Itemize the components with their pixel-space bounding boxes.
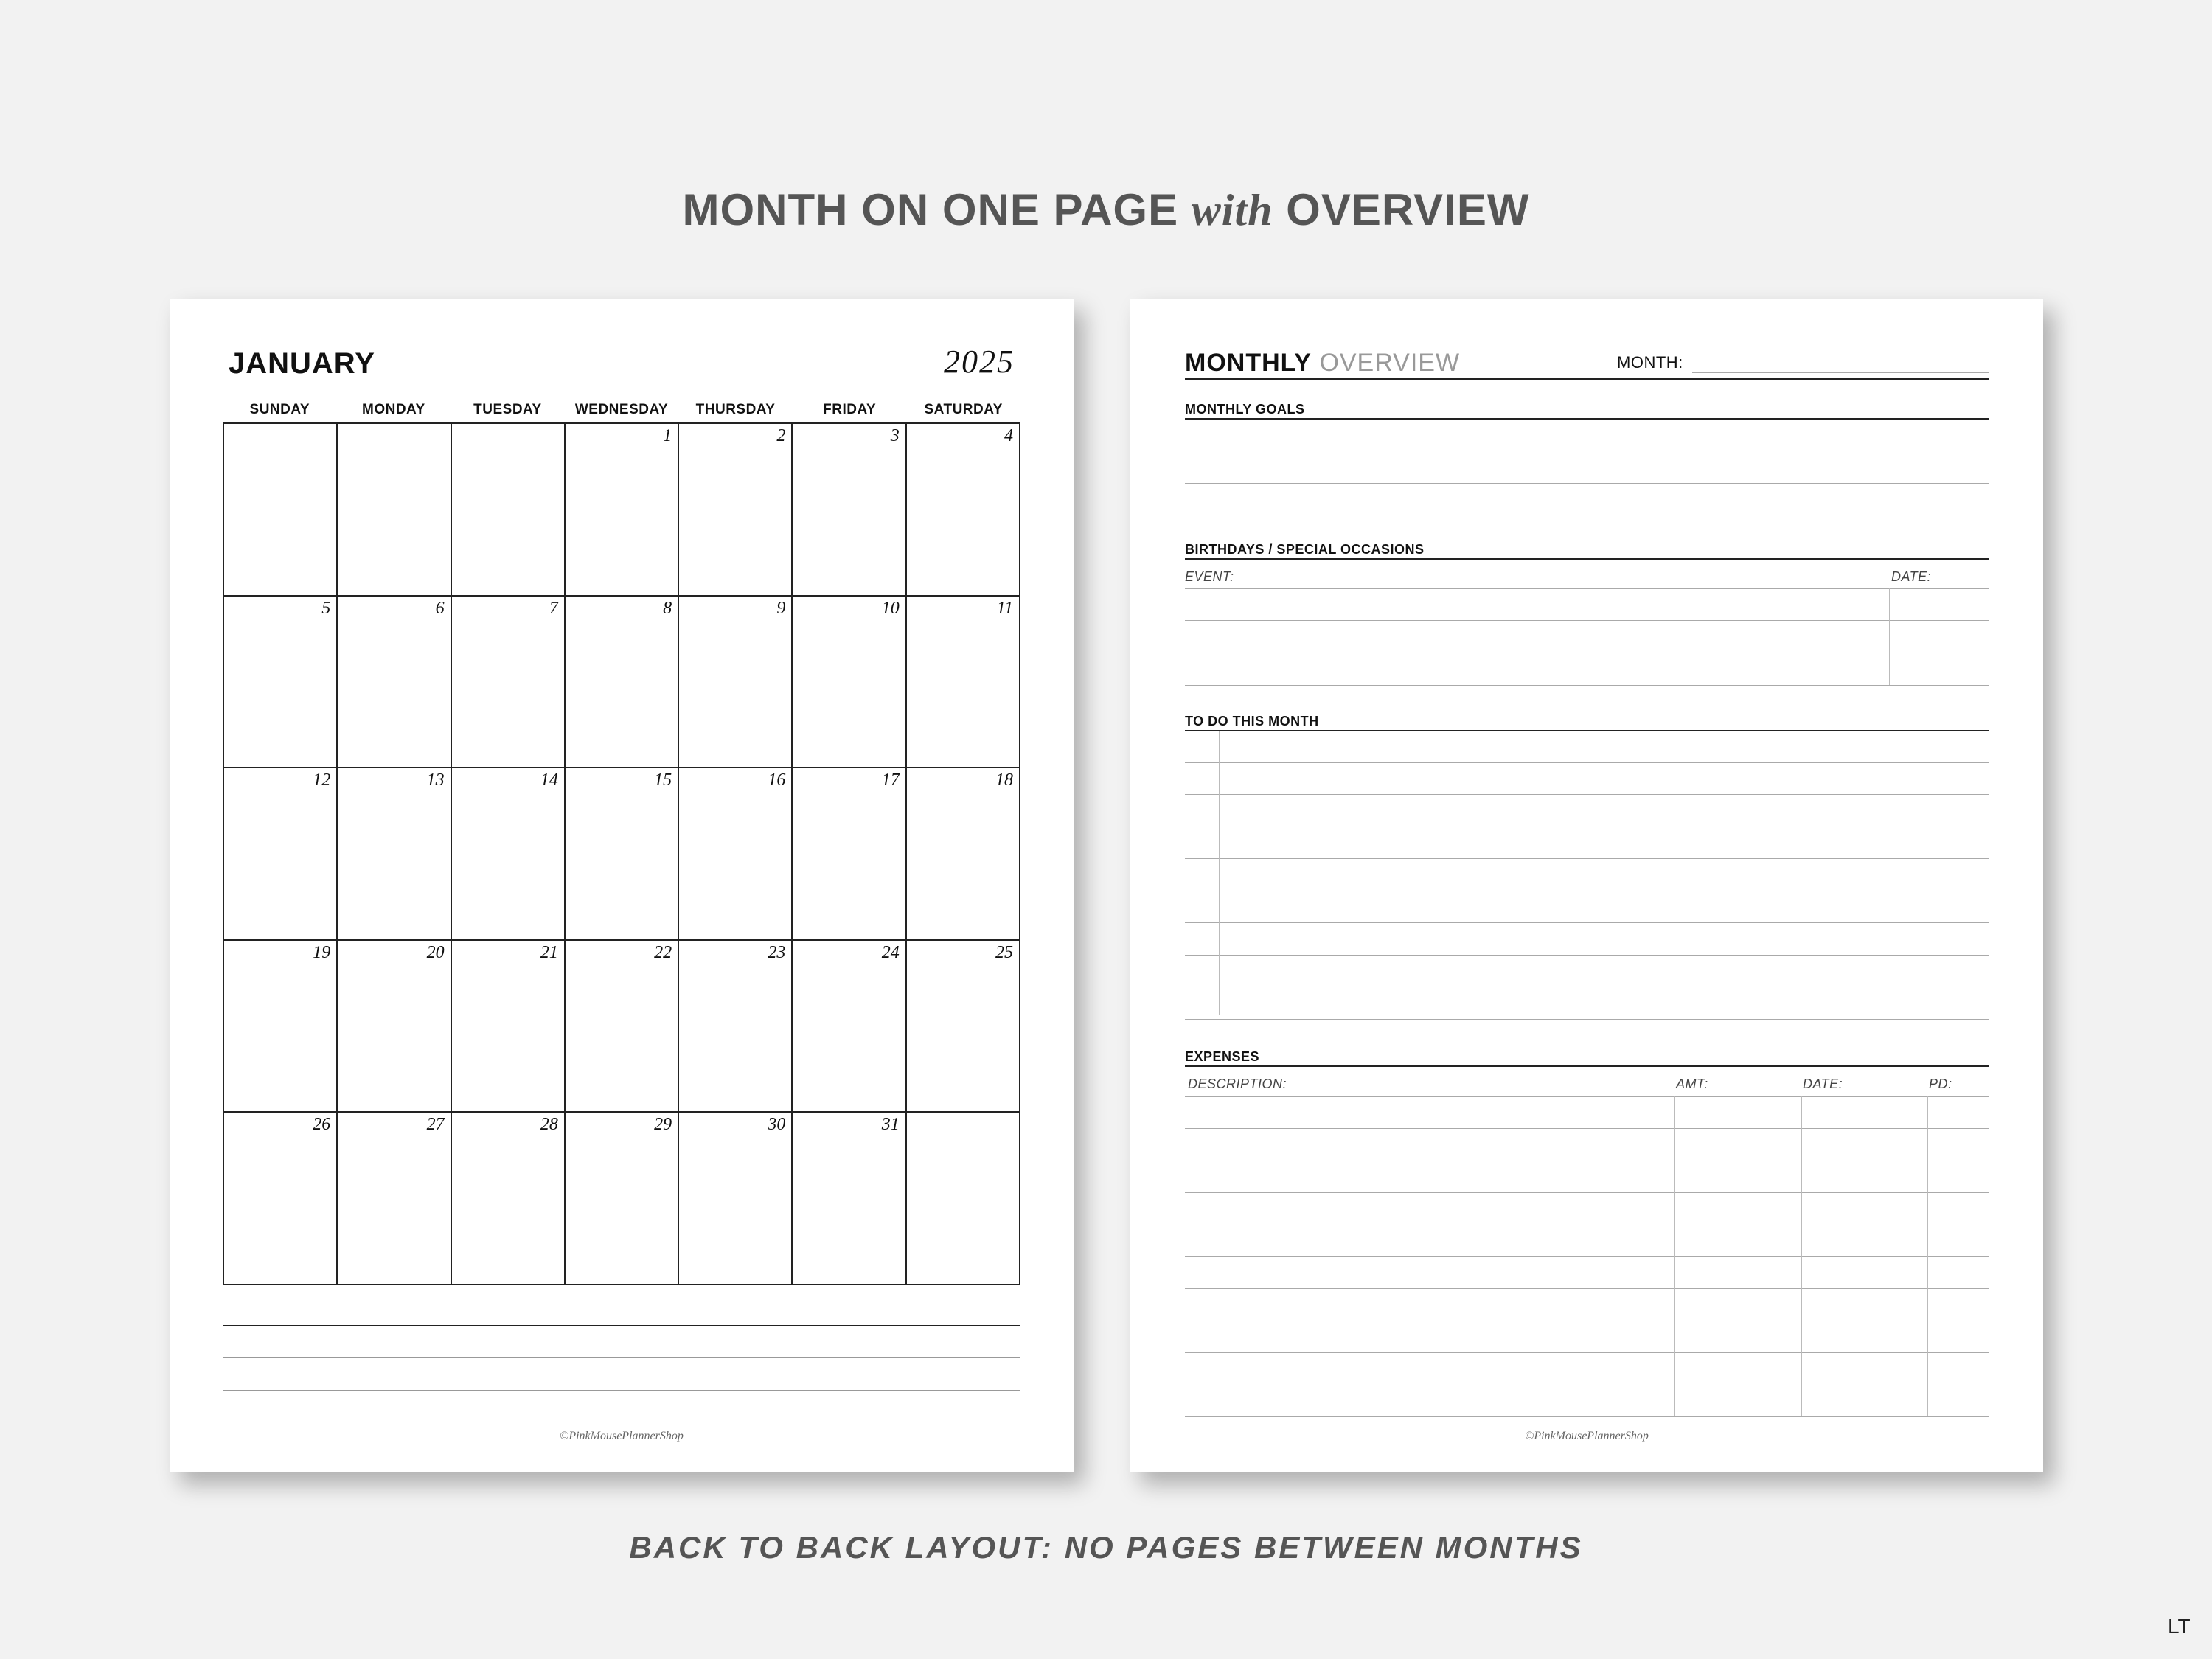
day-number: 23	[768, 942, 786, 962]
day-cell[interactable]	[679, 597, 793, 769]
expense-line[interactable]	[1185, 1288, 1989, 1289]
day-number: 11	[996, 598, 1013, 618]
weekday-label: SATURDAY	[924, 402, 1003, 417]
day-number: 25	[995, 942, 1013, 962]
day-cell[interactable]	[907, 941, 1020, 1113]
goals-line[interactable]	[1185, 483, 1989, 484]
day-number: 18	[995, 771, 1013, 790]
day-cell[interactable]	[338, 424, 451, 597]
headline	[0, 184, 2212, 236]
overview-title	[1185, 349, 1460, 378]
day-number: 26	[313, 1115, 331, 1135]
day-number: 17	[881, 771, 900, 790]
day-cell[interactable]	[224, 768, 338, 941]
day-cell[interactable]	[452, 424, 566, 597]
event-line[interactable]	[1185, 588, 1989, 589]
day-cell[interactable]	[679, 424, 793, 597]
weekday-label: THURSDAY	[695, 402, 776, 417]
day-cell[interactable]	[566, 941, 679, 1113]
day-cell[interactable]	[566, 1113, 679, 1285]
notes-line	[223, 1325, 1020, 1326]
day-cell[interactable]	[566, 424, 679, 597]
day-number: 7	[549, 598, 558, 618]
day-number: 15	[654, 771, 672, 790]
overview-title-light: OVERVIEW	[1319, 349, 1461, 377]
day-cell[interactable]	[338, 768, 451, 941]
day-cell[interactable]	[452, 768, 566, 941]
expense-line[interactable]	[1185, 1192, 1989, 1193]
day-cell[interactable]	[907, 597, 1020, 769]
birthdays-title: BIRTHDAYS / SPECIAL OCCASIONS	[1185, 542, 1425, 557]
day-cell[interactable]	[679, 1113, 793, 1285]
weekday-label: SUNDAY	[249, 402, 310, 417]
headline-part1: MONTH ON ONE PAGE	[682, 185, 1192, 234]
day-cell[interactable]	[224, 424, 338, 597]
day-cell[interactable]	[224, 597, 338, 769]
day-cell[interactable]	[224, 1113, 338, 1285]
day-cell[interactable]	[907, 768, 1020, 941]
calendar-page	[170, 299, 1074, 1472]
day-number: 29	[654, 1115, 672, 1135]
event-line[interactable]	[1185, 685, 1989, 686]
day-cell[interactable]	[566, 768, 679, 941]
weekday-header	[223, 402, 1020, 424]
day-cell[interactable]	[679, 768, 793, 941]
calendar-grid	[223, 422, 1020, 1285]
date-column-divider	[1801, 1096, 1802, 1416]
date-column-divider	[1889, 588, 1890, 685]
expense-line[interactable]	[1185, 1128, 1989, 1129]
weekday-label: FRIDAY	[823, 402, 877, 417]
day-number: 28	[540, 1115, 558, 1135]
shop-watermark: ©PinkMousePlannerShop	[560, 1430, 684, 1442]
day-cell[interactable]	[452, 1113, 566, 1285]
day-number: 1	[663, 426, 672, 445]
todo-line[interactable]	[1185, 762, 1989, 763]
day-number: 20	[426, 942, 445, 962]
day-cell[interactable]	[338, 597, 451, 769]
day-cell[interactable]	[452, 597, 566, 769]
day-cell[interactable]	[793, 424, 906, 597]
notes-line	[223, 1357, 1020, 1358]
section-rule	[1185, 730, 1989, 731]
shop-watermark: ©PinkMousePlannerShop	[1525, 1430, 1649, 1442]
headline-with: with	[1191, 186, 1273, 234]
paid-label: PD:	[1929, 1077, 1952, 1091]
calendar-month: JANUARY	[229, 347, 375, 380]
day-number: 9	[776, 598, 786, 618]
goals-title: MONTHLY GOALS	[1185, 402, 1305, 417]
day-number: 3	[890, 426, 900, 445]
todo-line[interactable]	[1185, 1019, 1989, 1020]
day-number: 27	[426, 1115, 445, 1135]
section-rule	[1185, 1065, 1989, 1067]
event-label: EVENT:	[1185, 569, 1234, 584]
day-number: 31	[881, 1115, 900, 1135]
section-rule	[1185, 558, 1989, 560]
paid-column-divider	[1927, 1096, 1928, 1416]
amount-label: AMT:	[1676, 1077, 1708, 1091]
day-number: 21	[540, 942, 558, 962]
todo-line[interactable]	[1185, 955, 1989, 956]
day-number: 16	[768, 771, 786, 790]
corner-mark: LT	[2168, 1615, 2191, 1638]
day-cell[interactable]	[793, 1113, 906, 1285]
notes-line	[223, 1390, 1020, 1391]
expense-line[interactable]	[1185, 1416, 1989, 1417]
day-number: 5	[321, 598, 331, 618]
weekday-label: TUESDAY	[473, 402, 542, 417]
day-number: 10	[881, 598, 900, 618]
overview-title-bold: MONTHLY	[1185, 349, 1312, 377]
day-number: 12	[313, 771, 331, 790]
day-number: 14	[540, 771, 558, 790]
day-cell[interactable]	[793, 768, 906, 941]
expense-line[interactable]	[1185, 1256, 1989, 1257]
day-number: 13	[426, 771, 445, 790]
event-line[interactable]	[1185, 620, 1989, 621]
day-number: 30	[768, 1115, 786, 1135]
day-cell[interactable]	[793, 941, 906, 1113]
amount-column-divider	[1674, 1096, 1675, 1416]
day-cell[interactable]	[679, 941, 793, 1113]
day-cell[interactable]	[452, 941, 566, 1113]
calendar-year: 2025	[944, 344, 1015, 380]
day-cell[interactable]	[907, 1113, 1020, 1285]
expense-line[interactable]	[1185, 1096, 1989, 1097]
day-number: 24	[881, 942, 900, 962]
month-field-line[interactable]	[1692, 372, 1989, 373]
expense-line[interactable]	[1185, 1352, 1989, 1353]
title-rule	[1185, 378, 1989, 380]
checkbox-column-divider	[1219, 731, 1220, 1015]
headline-part3: OVERVIEW	[1273, 185, 1530, 234]
todo-line[interactable]	[1185, 858, 1989, 859]
day-cell[interactable]	[224, 941, 338, 1113]
section-rule	[1185, 418, 1989, 420]
overview-page	[1130, 299, 2043, 1472]
day-number: 19	[313, 942, 331, 962]
day-number: 2	[776, 426, 786, 445]
day-number: 6	[435, 598, 445, 618]
layout-caption: BACK TO BACK LAYOUT: NO PAGES BETWEEN MONTHS	[629, 1530, 1583, 1565]
day-cell[interactable]	[338, 1113, 451, 1285]
weekday-label: WEDNESDAY	[574, 402, 669, 417]
month-field-label: MONTH:	[1617, 353, 1683, 372]
description-label: DESCRIPTION:	[1188, 1077, 1287, 1091]
todo-title: TO DO THIS MONTH	[1185, 714, 1319, 728]
expenses-title: EXPENSES	[1185, 1049, 1260, 1064]
weekday-label: MONDAY	[362, 402, 425, 417]
date-label: DATE:	[1891, 569, 1932, 584]
day-cell[interactable]	[907, 424, 1020, 597]
day-number: 22	[654, 942, 672, 962]
todo-line[interactable]	[1185, 794, 1989, 795]
day-cell[interactable]	[566, 597, 679, 769]
expense-date-label: DATE:	[1803, 1077, 1843, 1091]
todo-line[interactable]	[1185, 922, 1989, 923]
day-number: 8	[663, 598, 672, 618]
day-cell[interactable]	[793, 597, 906, 769]
day-number: 4	[1004, 426, 1013, 445]
day-cell[interactable]	[338, 941, 451, 1113]
